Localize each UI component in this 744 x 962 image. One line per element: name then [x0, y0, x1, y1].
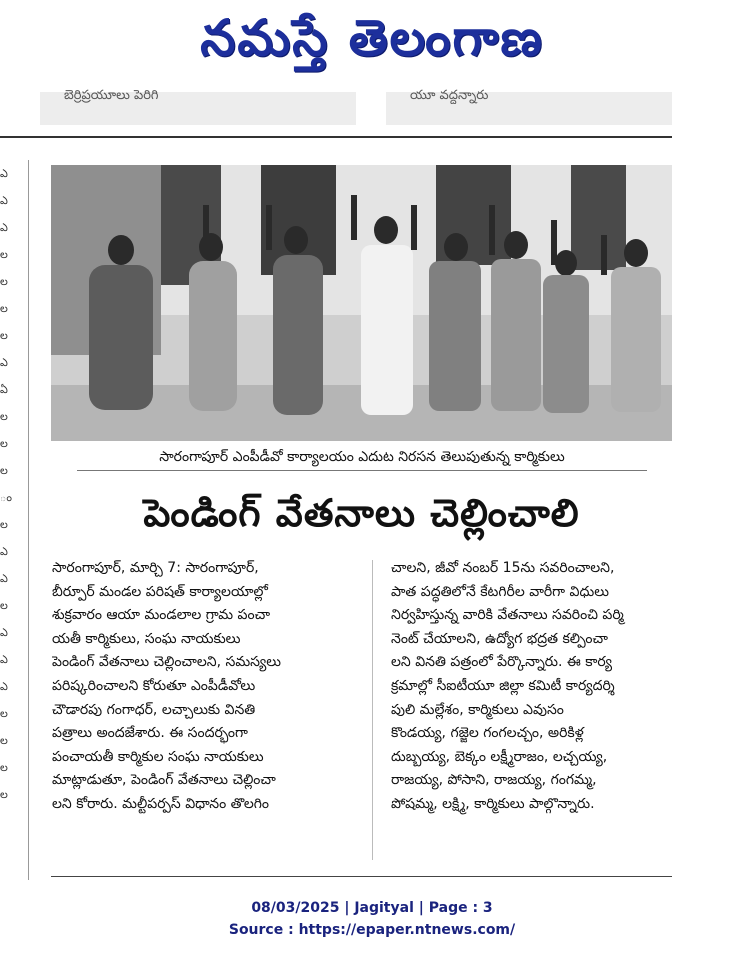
fragment-char: ఎ [0, 194, 8, 207]
article-line: యతీ కార్మికులు, సంఘ నాయకులు [52, 630, 241, 647]
masthead-title: నమస్తే తెలంగాణ [200, 9, 544, 67]
fragment-char: ల [0, 518, 8, 531]
article-line: పరిష్కరించాలని కోరుతూ ఎంపీడీవోలు [52, 677, 256, 694]
photo-caption: సారంగాపూర్ ఎంపీడీవో కార్యాలయం ఎదుట నిరసన తెలుపుతున్న కార్మికులు [77, 444, 647, 471]
article-line: రాజయ్య, పోసాని, రాజయ్య, గంగమ్మ, [391, 772, 597, 789]
fragment-char: ఎ [0, 626, 8, 639]
article-line: లని వినతి పత్రంలో పేర్కొన్నారు. ఈ కార్య [391, 654, 613, 671]
protest-photo-illustration [51, 165, 672, 441]
fragment-char: ల [0, 329, 8, 342]
article-line: పులి మల్లేశం, కార్మికులు ఎవుసం [391, 701, 564, 718]
article-column-2 [391, 557, 673, 817]
article-headline: పెండింగ్ వేతనాలు చెల్లించాలి [143, 491, 580, 535]
article-line: కొండయ్య, గజ్జెల గంగలచ్చం, అరికిళ్ల [391, 725, 584, 742]
article-column-1 [52, 557, 352, 817]
adjacent-column-fragment [0, 160, 18, 880]
article-line: చౌడారపు గంగాధర్, లచ్చాలుకు వినతి [52, 701, 256, 718]
fragment-char: ఎ [0, 545, 8, 558]
fragment-char: ల [0, 599, 8, 612]
article-line: పాత పద్ధతిలోనే కేటగిరీల వారీగా విధులు [391, 583, 609, 600]
article-line: పత్రాలు అందజేశారు. ఈ సందర్భంగా [52, 725, 248, 742]
fragment-char: ఎ [0, 356, 8, 369]
article-line: దుబ్బయ్య, బెక్కం లక్ష్మీరాజం, లచ్చయ్య, [391, 748, 608, 765]
fragment-char: ల [0, 275, 8, 288]
article-line: శుక్రవారం ఆయా మండలాల గ్రామ పంచా [52, 607, 271, 624]
fragment-char: ల [0, 302, 8, 315]
fragment-char: ఎ [0, 653, 8, 666]
bottom-divider [51, 876, 672, 877]
article-line: నిర్వహిస్తున్న వారికి వేతనాలు సవరించి పర్మి [391, 607, 624, 624]
fragment-char: ఎ [0, 572, 8, 585]
article-line: పోషమ్మ, లక్ష్మి, కార్మికులు పాల్గొన్నారు. [391, 795, 595, 812]
column-gutter [372, 560, 373, 860]
article-line: లని కోరారు. మల్టీపర్పస్ విధానం తొలగిం [52, 795, 270, 812]
top-divider [0, 136, 672, 138]
column-divider [28, 160, 29, 880]
footer-source-link[interactable]: Source : https://epaper.ntnews.com/ [228, 922, 516, 938]
article-line: బీర్పూర్ మండల పరిషత్ కార్యాలయాల్లో [52, 583, 268, 600]
fragment-char: ఎ [0, 221, 8, 234]
article-line: చాలని, జీవో నంబర్ 15ను సవరించాలని, [391, 560, 615, 576]
fragment-char: ల [0, 410, 8, 423]
fragment-char: ల [0, 707, 8, 720]
previous-article-text: బెర్రిప్రయూలు పెరిగి [64, 88, 159, 103]
article-line: క్రమాల్లో సీఐటీయూ జిల్లా కమిటీ కార్యదర్శి [391, 677, 615, 694]
fragment-char: ల [0, 248, 8, 261]
news-photo [51, 165, 672, 441]
fragment-char: ల [0, 761, 8, 774]
fragment-char: ఎ [0, 167, 8, 180]
fragment-char: ల [0, 437, 8, 450]
previous-article-text: యూ వద్దన్నారు [410, 88, 489, 103]
footer-date-edition: 08/03/2025 | Jagityal | Page : 3 [251, 900, 493, 916]
fragment-char: ల [0, 788, 8, 801]
fragment-char: ఏ [0, 383, 8, 396]
fragment-char: ల [0, 464, 8, 477]
fragment-char: ఎ [0, 680, 8, 693]
article-line: పంచాయతీ కార్మికుల సంఘ నాయకులు [52, 748, 264, 765]
previous-article-strip [40, 88, 356, 125]
article-line: సారంగాపూర్, మార్చి 7: సారంగాపూర్, [52, 560, 259, 576]
article-line: మాట్లాడుతూ, పెండింగ్ వేతనాలు చెల్లించా [52, 772, 276, 789]
article-line: పెండింగ్ వేతనాలు చెల్లించాలని, సమస్యలు [52, 654, 282, 671]
fragment-char: ల [0, 734, 8, 747]
previous-article-strip [386, 88, 672, 125]
fragment-char: ం [0, 491, 12, 504]
article-line: నెంట్ చేయాలని, ఉద్యోగ భద్రత కల్పించా [391, 630, 608, 647]
